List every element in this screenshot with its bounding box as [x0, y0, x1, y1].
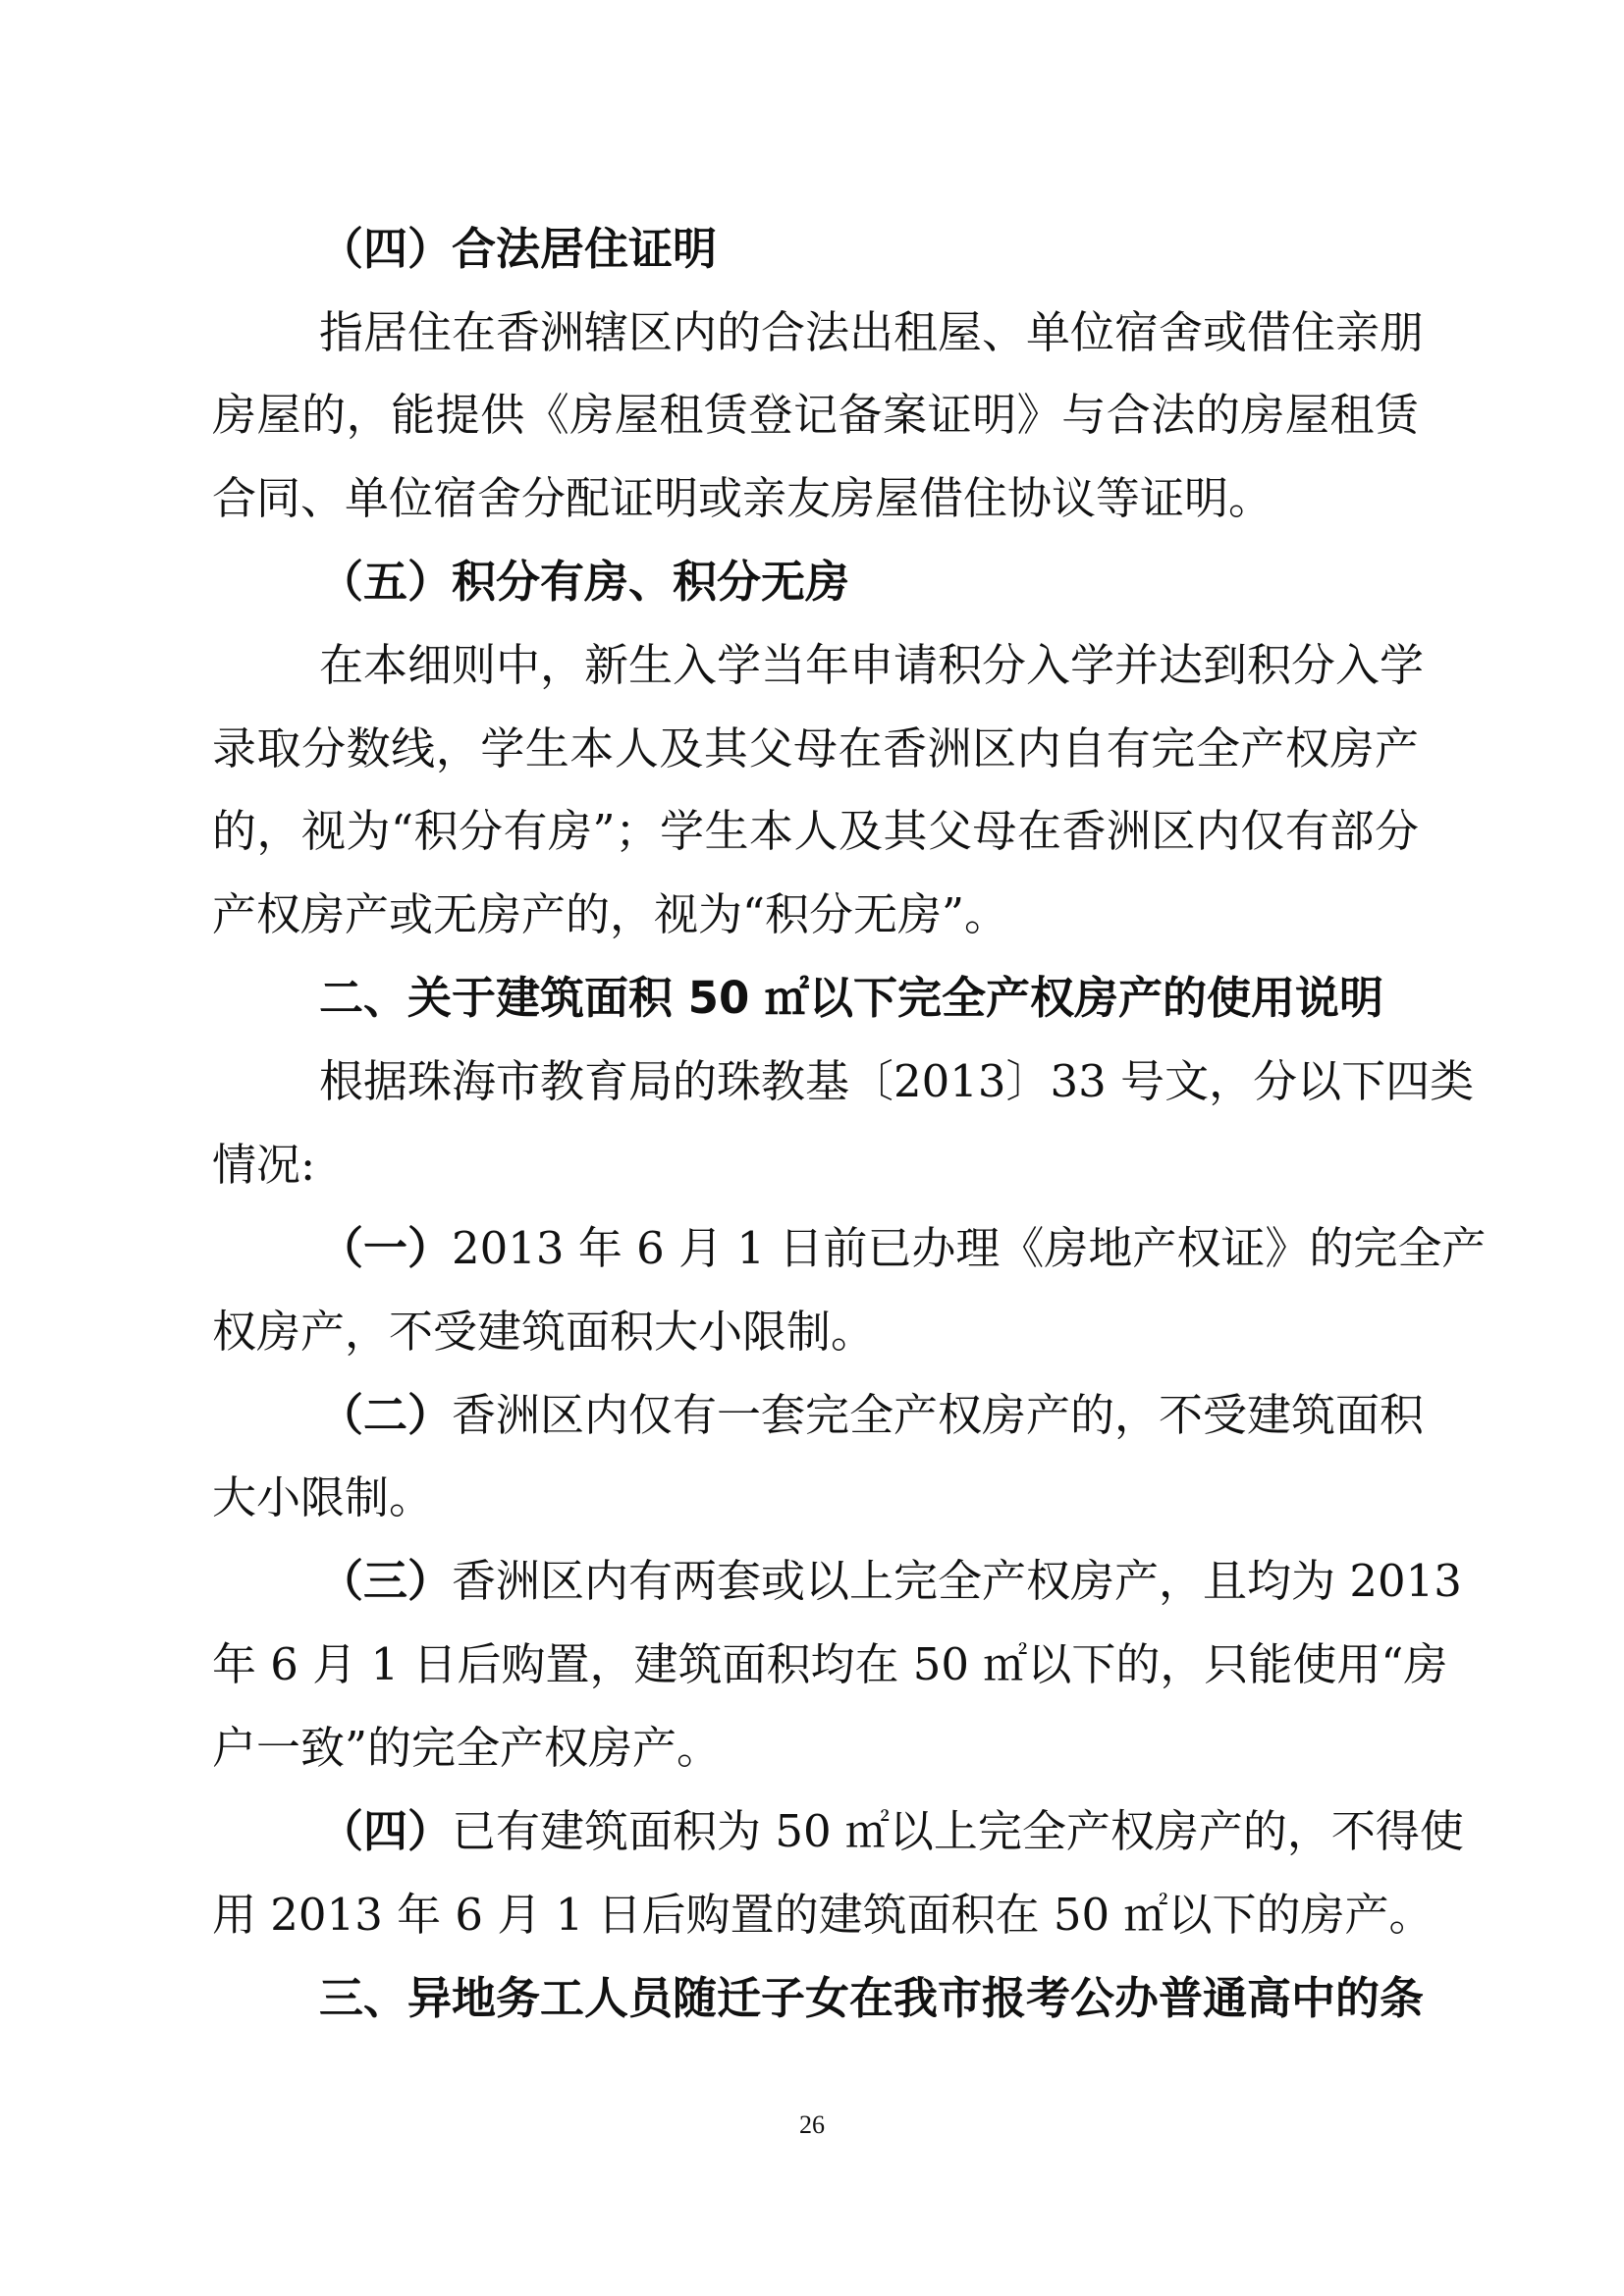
item-3-lead: （三） — [319, 1555, 453, 1607]
paragraph-line: 合同、单位宿舍分配证明或亲友房屋借住协议等证明。 — [212, 472, 1273, 524]
section-5-heading: （五）积分有房、积分无房 — [319, 556, 850, 608]
item-3-text: 香洲区内有两套或以上完全产权房产，且均为 2013 — [452, 1555, 1462, 1607]
item-1-line — [319, 1217, 1487, 1280]
item-1-text: 2013 年 6 月 1 日前已办理《房地产权证》的完全产 — [452, 1222, 1487, 1274]
paragraph-line: 在本细则中，新生入学当年申请积分入学并达到积分入学 — [319, 639, 1425, 691]
part-2-heading: 二、关于建筑面积 50 ㎡以下完全产权房产的使用说明 — [319, 972, 1383, 1024]
item-4-text: 已有建筑面积为 50 ㎡以上完全产权房产的，不得使 — [452, 1805, 1464, 1857]
paragraph-line: 产权房产或无房产的，视为“积分无房”。 — [212, 888, 1009, 940]
paragraph-line: 户一致”的完全产权房产。 — [212, 1722, 722, 1774]
paragraph-line: 权房产，不受建筑面积大小限制。 — [212, 1306, 876, 1358]
paragraph-line: 大小限制。 — [212, 1471, 434, 1523]
paragraph-line: 根据珠海市教育局的珠教基〔2013〕33 号文，分以下四类 — [319, 1055, 1475, 1107]
paragraph-line: 房屋的，能提供《房屋租赁登记备案证明》与合法的房屋租赁 — [212, 389, 1419, 441]
item-4-line — [319, 1800, 1464, 1863]
paragraph-line: 指居住在香洲辖区内的合法出租屋、单位宿舍或借住亲朋 — [319, 306, 1425, 358]
page-number: 26 — [799, 2110, 825, 2139]
section-4-heading: （四）合法居住证明 — [319, 223, 718, 275]
item-2-lead: （二） — [319, 1389, 453, 1441]
paragraph-line: 用 2013 年 6 月 1 日后购置的建筑面积在 50 ㎡以下的房产。 — [212, 1889, 1434, 1941]
part-3-heading: 三、异地务工人员随迁子女在我市报考公办普通高中的条 — [319, 1972, 1425, 2024]
item-2-text: 香洲区内仅有一套完全产权房产的，不受建筑面积 — [452, 1389, 1425, 1441]
paragraph-line: 年 6 月 1 日后购置，建筑面积均在 50 ㎡以下的，只能使用“房 — [212, 1638, 1448, 1690]
item-4-lead: （四） — [319, 1805, 453, 1857]
item-3-line — [319, 1550, 1462, 1613]
item-2-line — [319, 1384, 1425, 1447]
paragraph-line: 情况: — [212, 1139, 316, 1191]
paragraph-line: 录取分数线，学生本人及其父母在香洲区内自有完全产权房产 — [212, 722, 1419, 774]
item-1-lead: （一） — [319, 1222, 453, 1274]
paragraph-line: 的，视为“积分有房”；学生本人及其父母在香洲区内仅有部分 — [212, 805, 1419, 857]
